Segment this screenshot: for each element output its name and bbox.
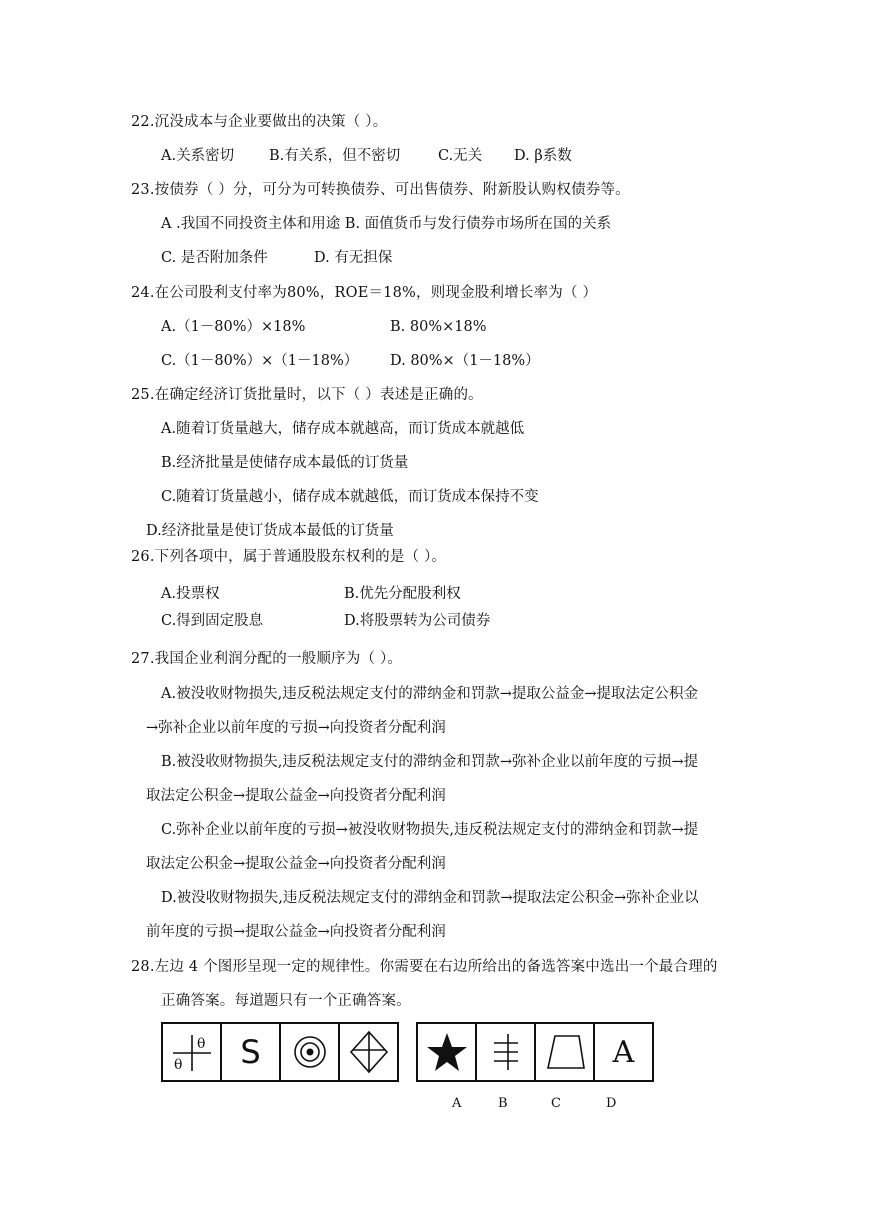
q23-option-d: D. 有无担保 xyxy=(314,250,393,266)
answer-label-c: C xyxy=(551,1096,561,1111)
q23-option-ab: A .我国不同投资主体和用途 B. 面值货币与发行债券市场所在国的关系 xyxy=(161,216,612,232)
q27-option-a-line2: →弥补企业以前年度的亏损→向投资者分配利润 xyxy=(146,720,446,736)
theta-cross-figure xyxy=(163,1024,222,1080)
q27-option-b-line2: 取法定公积金→提取公益金→向投资者分配利润 xyxy=(146,788,446,804)
q23-stem: 23.按债券（ ）分，可分为可转换债券、可出售债券、附新股认购权债券等。 xyxy=(131,182,630,198)
a-letter-figure xyxy=(595,1024,652,1080)
answer-label-b: B xyxy=(498,1096,508,1111)
q27-option-b-line1: B.被没收财物损失,违反税法规定支付的滞纳金和罚款→弥补企业以前年度的亏损→提 xyxy=(161,754,699,770)
theta-symbol-top: θ xyxy=(196,1036,205,1052)
answer-label-a: A xyxy=(452,1096,462,1111)
q26-option-a: A.投票权 xyxy=(161,586,220,602)
s-letter: S xyxy=(240,1033,261,1071)
q27-option-d-line2: 前年度的亏损→提取公益金→向投资者分配利润 xyxy=(146,924,446,940)
theta-symbol-bottom: θ xyxy=(173,1057,182,1073)
answer-label-d: D xyxy=(606,1096,617,1111)
q24-stem: 24.在公司股利支付率为80%，ROE＝18%，则现金股利增长率为（ ） xyxy=(131,285,598,301)
q27-option-a-line1: A.被没收财物损失,违反税法规定支付的滞纳金和罚款→提取公益金→提取法定公积金 xyxy=(161,686,698,702)
q24-option-b: B. 80%×18% xyxy=(390,319,487,335)
q26-option-c: C.得到固定股息 xyxy=(161,613,264,629)
q24-option-d: D. 80%×（1－18%） xyxy=(390,353,540,369)
q25-option-a: A.随着订货量越大，储存成本就越高，而订货成本就越低 xyxy=(161,421,525,437)
three-bar-figure xyxy=(477,1024,536,1080)
q22-option-b: B.有关系，但不密切 xyxy=(269,148,401,164)
q27-option-d-line1: D.被没收财物损失,违反税法规定支付的滞纳金和罚款→提取法定公积金→弥补企业以 xyxy=(161,890,699,906)
q28-left-figures xyxy=(161,1022,399,1082)
diamond-cross-figure xyxy=(340,1024,397,1080)
q26-option-d: D.将股票转为公司债券 xyxy=(344,613,491,629)
q24-option-c: C.（1－80%）×（1－18%） xyxy=(161,353,359,369)
q24-option-a: A.（1－80%）×18% xyxy=(161,319,306,335)
q22-option-c: C.无关 xyxy=(438,148,483,164)
q25-option-b: B.经济批量是使储存成本最低的订货量 xyxy=(161,455,409,471)
q25-stem: 25.在确定经济订货批量时，以下（ ）表述是正确的。 xyxy=(131,387,483,403)
q25-option-d: D.经济批量是使订货成本最低的订货量 xyxy=(146,523,394,539)
q26-stem: 26.下列各项中，属于普通股股东权利的是（ ）。 xyxy=(131,549,447,565)
q27-option-c-line2: 取法定公积金→提取公益金→向投资者分配利润 xyxy=(146,856,446,872)
a-letter: A xyxy=(612,1034,635,1070)
star-figure xyxy=(418,1024,477,1080)
q25-option-c: C.随着订货量越小，储存成本就越低，而订货成本保持不变 xyxy=(161,489,539,505)
concentric-circles-figure xyxy=(281,1024,340,1080)
q22-stem: 22.沉没成本与企业要做出的决策（ ）。 xyxy=(131,114,388,130)
s-letter-figure xyxy=(222,1024,281,1080)
q27-option-c-line1: C.弥补企业以前年度的亏损→被没收财物损失,违反税法规定支付的滞纳金和罚款→提 xyxy=(161,822,699,838)
q22-option-a: A.关系密切 xyxy=(161,148,235,164)
trapezoid-figure xyxy=(536,1024,595,1080)
q27-stem: 27.我国企业利润分配的一般顺序为（ ）。 xyxy=(131,651,403,667)
q28-stem-line2: 正确答案。每道题只有一个正确答案。 xyxy=(161,993,411,1009)
q23-option-c: C. 是否附加条件 xyxy=(161,250,268,266)
q28-stem-line1: 28.左边 4 个图形呈现一定的规律性。你需要在右边所给出的备选答案中选出一个最合理的 xyxy=(131,959,718,975)
q28-answer-figures xyxy=(416,1022,654,1082)
q22-option-d: D. β系数 xyxy=(514,148,572,164)
q26-option-b: B.优先分配股利权 xyxy=(344,586,461,602)
